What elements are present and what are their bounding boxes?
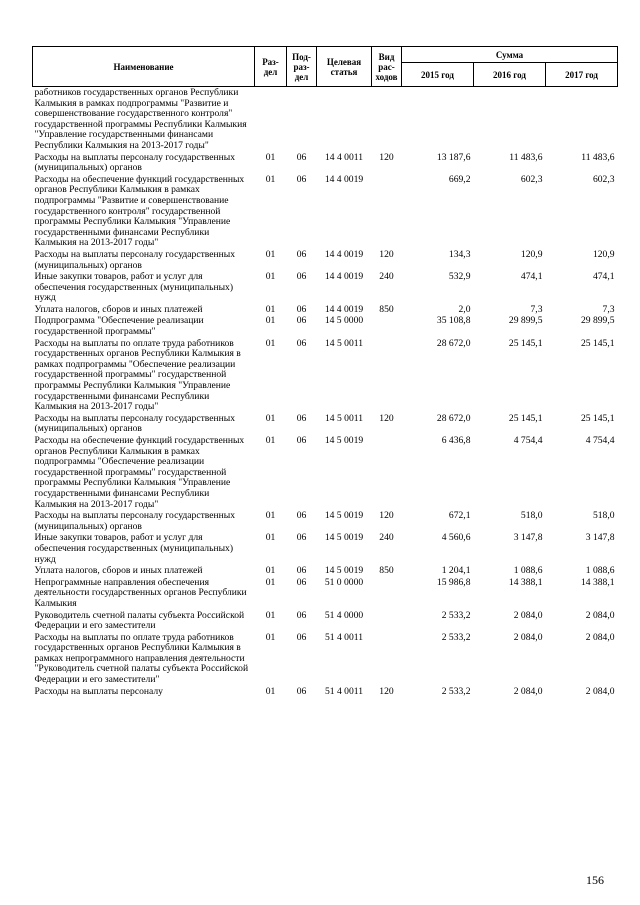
row-sum-2017: 7,3 [602,303,615,315]
row-expense-type [372,338,402,413]
row-target: 14 5 0011 [324,337,364,349]
row-razdel: 01 [265,435,276,446]
row-sum-2017: 2 084,0 [585,631,615,643]
row-expense-type [372,577,402,610]
header-expense-type: Вид рас-ходов [372,47,402,87]
row-razdel: 01 [265,248,276,260]
row-sum-2015: 134,3 [448,248,471,260]
header-name: Наименование [33,47,255,87]
row-name: Расходы на выплаты по оплате труда работников государственных органов Республики Калмыкия в рамках непрограммного направления деятельности "Руководитель счетной палаты субъекта Российской Федерации и его заместители" [34,631,249,686]
row-razdel: 01 [265,151,276,163]
row-expense-type [372,174,402,249]
row-sum-2016: 2 084,0 [513,609,543,621]
table-body [33,87,618,698]
table-row [33,174,618,249]
row-sum-2015: 672,1 [448,510,471,522]
row-expense-type [372,435,402,510]
row-sum-2017: 3 147,8 [585,532,615,544]
row-razdel: 01 [265,685,276,697]
row-podrazdel: 06 [296,173,307,185]
row-name: Руководитель счетной палаты субъекта Российской Федерации и его заместители [34,609,245,632]
header-target: Целевая статья [317,47,372,87]
table-row [33,510,618,532]
row-expense-type: 120 [379,685,394,697]
row-sum-2016: 25 145,1 [508,412,543,424]
row-sum-2015: 35 108,8 [436,315,471,327]
row-sum-2016: 602,3 [520,173,543,185]
row-razdel: 01 [265,337,276,349]
row-name: Иные закупки товаров, работ и услуг для обеспечения государственных (муниципальных) нужд [34,271,234,304]
row-sum-2016: 474,1 [520,271,543,283]
row-podrazdel: 06 [296,532,307,544]
row-expense-type: 120 [379,151,394,163]
row-sum-2017: 25 145,1 [580,412,615,424]
row-podrazdel: 06 [296,435,307,446]
row-podrazdel: 06 [296,576,307,588]
row-expense-type [372,87,402,152]
row-sum-2017: 2 084,0 [585,609,615,621]
row-sum-2017: 25 145,1 [580,337,615,349]
row-podrazdel: 06 [296,510,307,522]
row-target: 14 4 0019 [324,303,364,315]
row-sum-2015: 1 204,1 [441,565,471,577]
row-podrazdel: 06 [296,631,307,643]
table-row [33,87,618,152]
row-sum-2017: 120,9 [592,248,615,260]
budget-table-sheet [32,46,617,697]
row-name: Расходы на выплаты персоналу государственных (муниципальных) органов [34,248,236,271]
row-sum-2015: 2 533,2 [441,631,471,643]
row-target: 14 5 0011 [324,412,364,424]
table-row [33,271,618,304]
row-target: 14 4 0019 [324,173,364,185]
row-razdel: 01 [265,303,276,315]
row-sum-2016: 4 754,4 [513,435,543,446]
row-podrazdel: 06 [296,315,307,327]
row-sum-2015: 2 533,2 [441,685,471,697]
row-razdel: 01 [265,532,276,544]
row-target: 14 4 0019 [324,248,364,260]
row-target: 14 5 0019 [324,532,364,544]
row-expense-type: 120 [379,412,394,424]
header-podrazdel: Под-раз-дел [287,47,317,87]
row-razdel: 01 [265,510,276,522]
row-sum-2016: 25 145,1 [508,337,543,349]
row-podrazdel: 06 [296,248,307,260]
row-expense-type: 850 [379,303,394,315]
header-2016: 2016 год [474,63,546,87]
row-sum-2015: 669,2 [448,173,471,185]
row-podrazdel: 06 [296,565,307,577]
row-sum-2016: 2 084,0 [513,631,543,643]
row-expense-type: 120 [379,510,394,522]
row-sum-2016: 29 899,5 [508,315,543,327]
row-sum-2017 [546,87,618,152]
row-podrazdel: 06 [296,609,307,621]
row-sum-2017: 4 754,4 [585,435,615,446]
row-podrazdel [287,87,317,152]
row-expense-type [372,315,402,337]
row-name: Расходы на обеспечение функций государственных органов Республики Калмыкия в рамках подпрограммы "Развитие и совершенствование государственного контроля" государственной программы Республики Калмыкия "Управление государственными финансами Республики Калмыкия на 2013-2017 годы" [34,173,245,249]
row-razdel: 01 [265,609,276,621]
header-2017: 2017 год [546,63,618,87]
row-razdel: 01 [265,173,276,185]
row-target: 51 4 0011 [324,631,364,643]
row-sum-2017: 1 088,6 [585,565,615,577]
row-podrazdel: 06 [296,271,307,283]
row-razdel: 01 [265,271,276,283]
table-row [33,686,618,698]
header-razdel: Раз-дел [255,47,287,87]
table-row [33,610,618,632]
budget-table [32,46,618,697]
row-sum-2017: 2 084,0 [585,685,615,697]
row-razdel: 01 [265,576,276,588]
row-target: 14 5 0019 [324,565,364,577]
row-sum-2015: 15 986,8 [436,576,471,588]
table-row [33,565,618,577]
row-sum-2017: 518,0 [592,510,615,522]
table-row [33,338,618,413]
table-row [33,152,618,174]
row-target: 14 5 0000 [324,315,364,327]
row-name: Расходы на выплаты персоналу государственных (муниципальных) органов [34,510,236,532]
header-sum: Сумма [402,47,618,63]
table-row [33,632,618,686]
row-sum-2015: 2,0 [458,303,471,315]
row-name: Уплата налогов, сборов и иных платежей [34,303,203,315]
row-name: Расходы на выплаты по оплате труда работников государственных органов Республики Калмыкия в рамках подпрограммы "Обеспечение реализации государственной программы" государственной программы Республики Калмыкия "Управление государственными финансами Республики Калмыкия на 2013-2017 годы" [34,337,241,413]
row-sum-2015: 532,9 [448,271,471,283]
row-sum-2016 [474,87,546,152]
row-name: Расходы на выплаты персоналу государственных (муниципальных) органов [34,412,236,435]
row-name: Уплата налогов, сборов и иных платежей [34,565,203,577]
row-sum-2015: 28 672,0 [436,337,471,349]
table-row [33,249,618,271]
row-sum-2016: 11 483,6 [509,151,543,163]
row-target: 51 4 0000 [324,609,364,621]
row-sum-2016: 1 088,6 [513,565,543,577]
row-razdel: 01 [265,631,276,643]
table-row [33,577,618,610]
row-sum-2015: 13 187,6 [436,151,471,163]
row-sum-2016: 518,0 [520,510,543,522]
row-target: 51 0 0000 [324,576,364,588]
row-name: Непрограммные направления обеспечения деятельности государственных органов Республики Калмыкия [34,576,247,609]
row-expense-type: 240 [379,271,394,283]
row-target [317,87,372,152]
row-sum-2017: 14 388,1 [580,576,615,588]
row-podrazdel: 06 [296,303,307,315]
row-razdel [255,87,287,152]
row-sum-2015: 6 436,8 [441,435,471,446]
row-podrazdel: 06 [296,337,307,349]
row-sum-2015: 4 560,6 [441,532,471,544]
row-podrazdel: 06 [296,412,307,424]
row-sum-2017: 11 483,6 [581,151,615,163]
table-row [33,435,618,510]
row-razdel: 01 [265,315,276,327]
row-sum-2017: 474,1 [592,271,615,283]
row-expense-type [372,632,402,686]
row-sum-2016: 14 388,1 [508,576,543,588]
row-sum-2016: 7,3 [530,303,543,315]
table-header [33,47,618,87]
row-podrazdel: 06 [296,685,307,697]
row-razdel: 01 [265,565,276,577]
row-expense-type: 850 [379,565,394,577]
table-row [33,413,618,435]
header-2015: 2015 год [402,63,474,87]
row-sum-2017: 602,3 [592,173,615,185]
row-name: Расходы на выплаты персоналу [34,685,163,697]
row-sum-2015: 2 533,2 [441,609,471,621]
row-expense-type [372,610,402,632]
row-sum-2016: 3 147,8 [513,532,543,544]
row-expense-type: 120 [379,248,394,260]
row-target: 14 4 0011 [324,151,364,163]
row-name: Расходы на выплаты персоналу государственных (муниципальных) органов [34,151,236,174]
row-sum-2015 [402,87,474,152]
row-target: 14 5 0019 [324,435,364,446]
row-name: Иные закупки товаров, работ и услуг для обеспечения государственных (муниципальных) нужд [34,532,234,565]
row-target: 14 5 0019 [324,510,364,522]
row-name: Подпрограмма "Обеспечение реализации государственной программы" [34,315,204,338]
row-sum-2017: 29 899,5 [580,315,615,327]
row-sum-2016: 120,9 [520,248,543,260]
row-expense-type: 240 [379,532,394,544]
row-target: 51 4 0011 [324,685,364,697]
page-number: 156 [586,873,604,887]
row-sum-2016: 2 084,0 [513,685,543,697]
row-name: Расходы на обеспечение функций государственных органов Республики Калмыкия в рамках подпрограммы "Обеспечение реализации государственной программы" государственной программы Республики Калмыкия "Управление государственными финансами Республики Калмыкия на 2013-2017 годы" [34,435,245,510]
table-row [33,304,618,316]
row-razdel: 01 [265,412,276,424]
row-podrazdel: 06 [296,151,307,163]
table-row [33,315,618,337]
row-target: 14 4 0019 [324,271,364,283]
row-name: работников государственных органов Республики Калмыкия в рамках подпрограммы "Развитие и совершенствование государственного контроля" государственной программы Республики Калмыкия "Управление государственными финансами Республики Калмыкия на 2013-2017 годы" [34,87,247,151]
table-row [33,532,618,565]
row-sum-2015: 28 672,0 [436,412,471,424]
